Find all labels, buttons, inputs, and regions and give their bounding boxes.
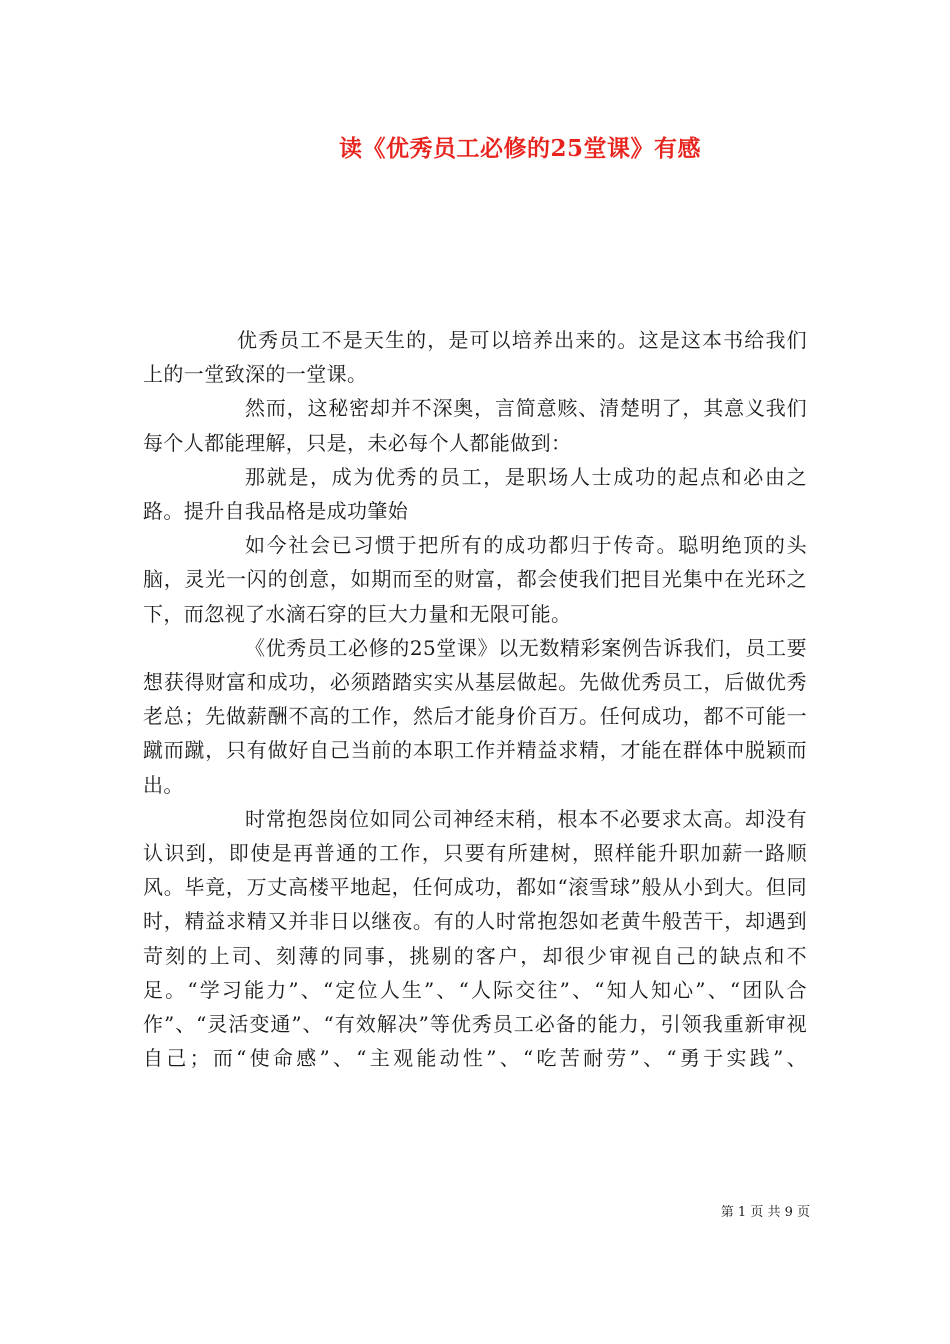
paragraph-6: 时常抱怨岗位如同公司神经末稍，根本不必要求太高。却没有认识到，即使是再普通的工作，只要有所建树，照样能升职加薪一路顺风。毕竟，万丈高楼平地起，任何成功，都如“滚雪球”般从小到大。但同时，精益求精又并非日以继夜。有的人时常抱怨如老黄牛般苦干，却遇到苛刻的上司、刻薄的同事，挑剔的客户，却很少审视自己的缺点和不足。“学习能力”、“定位人生”、“人际交往”、“知人知心”、“团队合作”、“灵活变通”、“有效解决”等优秀员工必备的能力，引领我重新审视自己；而“使命感”、“主观能动性”、“吃苦耐劳”、“勇于实践”、 — [143, 806, 807, 1071]
page-number: 第 1 页 共 9 页 — [720, 1205, 810, 1220]
paragraph-3: 那就是，成为优秀的员工，是职场人士成功的起点和必由之路。提升自我品格是成功肇始 — [143, 464, 807, 524]
document-title: 读《优秀员工必修的25堂课》有感 — [338, 135, 701, 162]
article-body — [143, 323, 807, 1075]
paragraph-2: 然而，这秘密却并不深奥，言简意赅、清楚明了，其意义我们每个人都能理解，只是，未必每个人都能做到： — [143, 396, 807, 455]
paragraph-1: 优秀员工不是天生的，是可以培养出来的。这是这本书给我们上的一堂致深的一堂课。 — [143, 328, 807, 387]
paragraph-4: 如今社会已习惯于把所有的成功都归于传奇。聪明绝顶的头脑，灵光一闪的创意，如期而至的财富，都会使我们把目光集中在光环之下，而忽视了水滴石穿的巨大力量和无限可能。 — [143, 533, 807, 626]
paragraph-5: 《优秀员工必修的25堂课》以无数精彩案例告诉我们，员工要想获得财富和成功，必须踏踏实实从基层做起。先做优秀员工，后做优秀老总；先做薪酬不高的工作，然后才能身价百万。任何成功，都不可能一蹴而蹴，只有做好自己当前的本职工作并精益求精，才能在群体中脱颖而出。 — [143, 635, 807, 797]
